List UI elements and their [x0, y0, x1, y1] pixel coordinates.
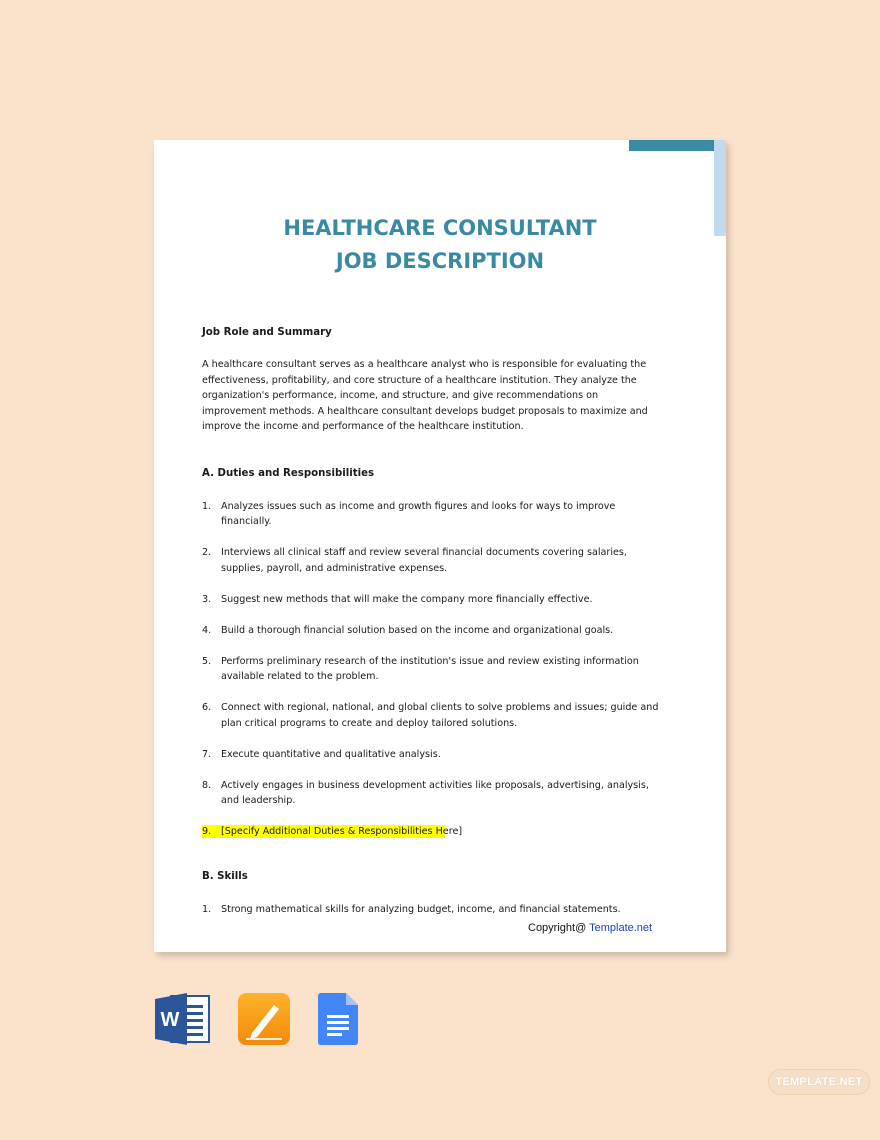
title-line-2: JOB DESCRIPTION [335, 249, 545, 273]
highlighted-list-item: 9. [Specify Additional Duties & Responsibilities Here] [202, 826, 463, 837]
list-item: 7. Execute quantitative and qualitative analysis. [202, 748, 441, 760]
copyright-notice: Copyright@ Template.net [528, 922, 653, 934]
duties-list [202, 499, 664, 840]
document-content [202, 326, 664, 933]
word-icon[interactable] [155, 993, 211, 1050]
summary-heading: Job Role and Summary [202, 327, 332, 338]
list-item: 8. Actively engages in business development activities like proposals, advertising, analysis, and leadership. [202, 779, 649, 806]
svg-text:W: W [160, 1009, 180, 1031]
summary-text: A healthcare consultant serves as a healthcare analyst who is responsible for evaluating the effectiveness, profitability, and core structure of a healthcare institution. They analyze the organization's performance, income, and structure, and give recommendations on improvement methods. A healthcare consultant develops budget proposals to maximize and improve the income and performance of the healthcare institution. [202, 359, 648, 432]
document-page [154, 140, 726, 952]
document-title [154, 212, 726, 278]
accent-bar [629, 140, 714, 151]
list-item: 1. Strong mathematical skills for analyzing budget, income, and financial statements. [202, 903, 621, 915]
title-line-1: HEALTHCARE CONSULTANT [283, 216, 597, 240]
list-item: 4. Build a thorough financial solution based on the income and organizational goals. [202, 624, 614, 636]
list-item: 6. Connect with regional, national, and global clients to solve problems and issues; guide and plan critical programs to create and deploy tailored solutions. [202, 702, 659, 729]
list-item: 1. Analyzes issues such as income and growth figures and looks for ways to improve financially. [202, 500, 616, 527]
list-item: 2. Interviews all clinical staff and review several financial documents covering salaries, supplies, payroll, and administrative expenses. [202, 547, 627, 574]
google-docs-icon[interactable] [318, 993, 358, 1050]
skills-heading: B. Skills [202, 870, 248, 882]
duties-heading: A. Duties and Responsibilities [202, 467, 375, 479]
pages-icon[interactable] [238, 993, 290, 1050]
template-net-watermark: TEMPLATE.NET [768, 1069, 870, 1095]
list-item: 3. Suggest new methods that will make the company more financially effective. [202, 593, 593, 605]
template-net-link[interactable]: Template.net [589, 922, 653, 934]
skills-list [202, 902, 664, 918]
list-item: 5. Performs preliminary research of the institution's issue and review existing information available related to the problem. [202, 655, 639, 682]
